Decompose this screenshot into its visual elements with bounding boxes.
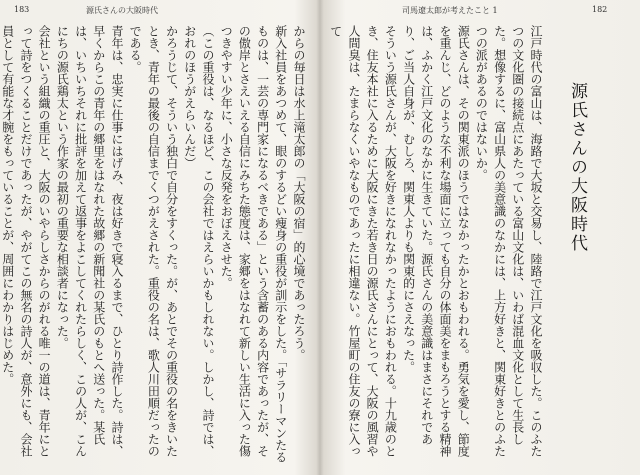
paragraph: かろうじて、そういう独白で自分をすくった。が、あとでその重役の名をきいたとき、青年の最後の自信までくつがえされた。重役の名は、歌人川田順だったのである。 [128,25,179,457]
left-page-body [0,25,308,465]
left-page-number: 183 [14,5,30,14]
paragraph: 江戸時代の富山は、海路で大坂と交易し、陸路で江戸文化を吸収した。このふたつの文化圏の接続点にあたっている富山文化は、いわば混血文化として生長した。想像するに、富山県人の美意識のなかには、上方好きと、関東好きとのふたつの派があるのではないか。 [474,25,543,457]
left-running-head: 源氏さんの大阪時代 [86,6,158,15]
right-page-number: 182 [592,5,608,14]
paragraph: からの毎日は水上滝太郎の「大阪の宿」的心境であったろう。 [292,25,306,361]
paragraph: 会社という組織の重圧と、大阪のいやらしさからのがれる唯一の道は、青年にとって詩をつくることだけであったが、やがてこの無名の詩人が、意外にも、会社員として有能な才腕をもっていることが、周囲にわかりはじめた。 [0,25,52,457]
paragraph: そういう源氏さんが、大阪を好きになれなかったようにおもわれる。十九歳のとき、住友本社に入るために大阪にきた若き日の源氏さんにとって、大阪の風習や人間臭は、たまらなくいやなものであったに相違ない。竹屋町の住友の寮に入って [328,25,398,457]
paragraph: 源氏さんは、その関東派のほうではなかったかとおもわれる。勇気を愛し、節度を重んじ、どのような不利な場面に立っても自分の体面美をまもろうとする精神は、ふかく江戸文化のなかに生きていた。源氏さんの美意識はまさにそれであり、ご当人自身が、むしろ、関東人よりも関東的にさえなった。 [401,25,471,457]
chapter-title: 源氏さんの大阪時代 [567,82,587,253]
gutter-shadow [316,0,324,475]
right-page-body [330,25,545,465]
paragraph: （この重役は、なるほど、この会社ではえらいかもしれない。しかし、詩では、おれのほうがえらいんだ） [182,25,215,457]
paragraph: 新入社員をあつめて、眼のするどい痩身の重役が訓示をした。「サラリーマンたるものは、一芸の専門家になるべきである」という含蓄のある内容であったが、その傲岸とさえいえる自信にみちた態度は、家郷をはなれて新しい生活に入った傷つきやすい少年に、小さな反発をおぼえさせた。 [219,25,288,463]
left-page [0,25,308,465]
right-running-head: 司馬遼太郎が考えたこと 1 [402,6,498,15]
paragraph: 青年は、忠実に仕事にはげみ、夜は好きで寝入るまで、ひとり詩作した。詩は、早くからこの青年の郷里をはなれた故郷の新聞社の某氏のもとへ送った。某氏は、いちいちそれに批評を加えて返事をよこしてくれたらしく、この人が、こんにちの源氏鶏太という作家の最初の重要な相談者になった。 [55,25,124,457]
